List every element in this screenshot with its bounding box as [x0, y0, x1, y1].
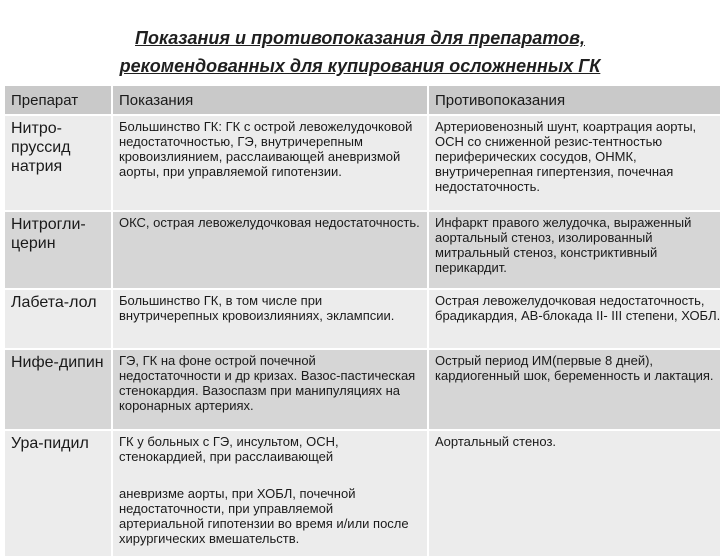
contraindications-cell: Острый период ИМ(первые 8 дней), кардиогенный шок, беременность и лактация. — [428, 349, 720, 430]
header-indications: Показания — [112, 85, 428, 115]
contraindications-cell: Аортальный стеноз. — [428, 430, 720, 556]
drug-table — [5, 84, 720, 556]
page-title — [0, 24, 720, 80]
indications-text: ГК у больных с ГЭ, инсультом, ОСН, стенокардией, при расслаивающей — [119, 434, 339, 464]
table-row — [5, 115, 720, 211]
drug-name: Лабета-лол — [5, 289, 112, 349]
title-line-2: рекомендованных для купирования осложненных ГК — [119, 56, 601, 76]
contraindications-cell: Инфаркт правого желудочка, выраженный аортальный стеноз, изолированный митральный стеноз, констриктивный перикардит. — [428, 211, 720, 289]
drug-name: Нифе-дипин — [5, 349, 112, 430]
indications-cell — [112, 430, 428, 556]
indications-cell: ГЭ, ГК на фоне острой почечной недостаточности и др кризах. Вазос-пастическая стенокардия. Вазоспазм при манипуляциях на коронарных артериях. — [112, 349, 428, 430]
indications-text-continued: аневризме аорты, при ХОБЛ, почечной недостаточности, при управляемой артериальной гипотензии во время и/или после хирургических вмешательств. — [119, 486, 409, 546]
table-row — [5, 349, 720, 430]
table-header-row — [5, 85, 720, 115]
drug-name: Ура-пидил — [5, 430, 112, 556]
indications-cell: Большинство ГК: ГК с острой левожелудочковой недостаточностью, ГЭ, внутричерепным кровоизлиянием, расслаивающей аневризмой аорты, при управляемой гипотензии. — [112, 115, 428, 211]
drug-name: Нитро-пруссид натрия — [5, 115, 112, 211]
table-row — [5, 430, 720, 556]
header-drug: Препарат — [5, 85, 112, 115]
indications-cell: Большинство ГК, в том числе при внутричерепных кровоизлияниях, эклампсии. — [112, 289, 428, 349]
drug-name: Нитрогли-церин — [5, 211, 112, 289]
title-line-1: Показания и противопоказания для препаратов, — [135, 28, 585, 48]
header-contraindications: Противопоказания — [428, 85, 720, 115]
contraindications-cell: Острая левожелудочковая недостаточность, брадикардия, АВ-блокада II- III степени, ХОБЛ. — [428, 289, 720, 349]
table-row — [5, 211, 720, 289]
table-row — [5, 289, 720, 349]
contraindications-cell: Артериовенозный шунт, коартрация аорты, ОСН со сниженной резис-тентностью периферических сосудов, ОНМК, внутричерепная гипертензия, почечная недостаточность. — [428, 115, 720, 211]
indications-cell: ОКС, острая левожелудочковая недостаточность. — [112, 211, 428, 289]
